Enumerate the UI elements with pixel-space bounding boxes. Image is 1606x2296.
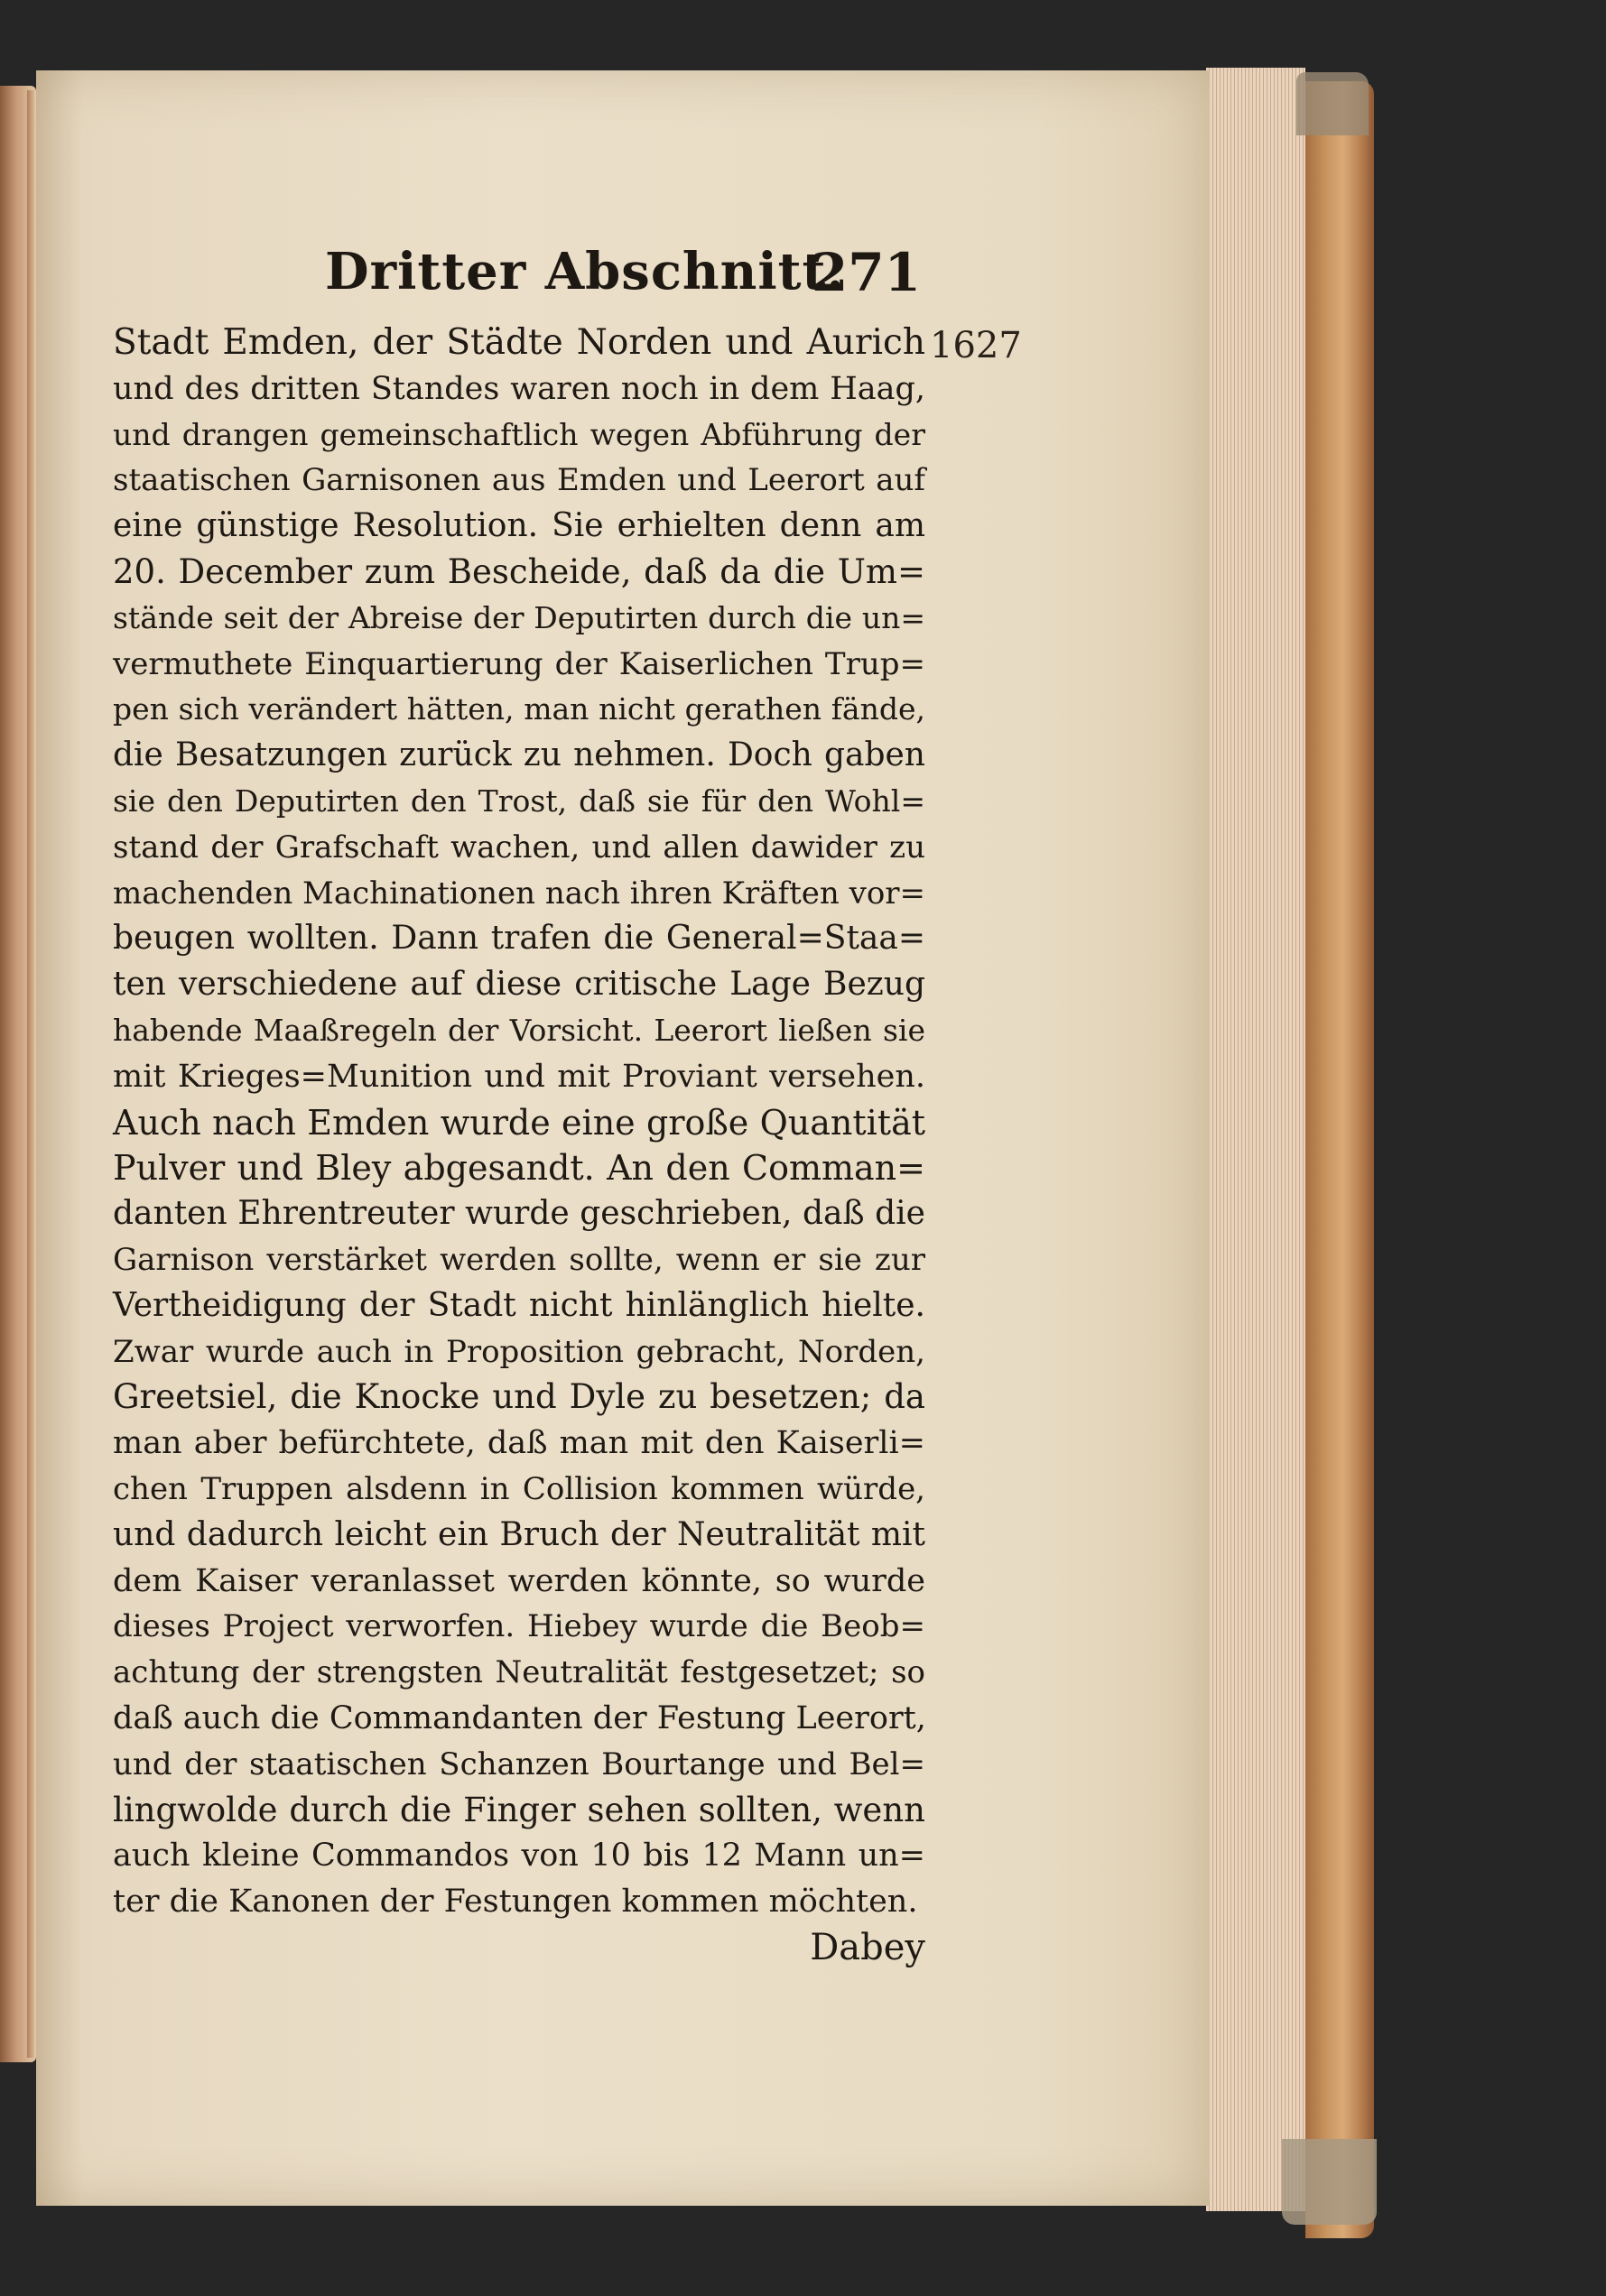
text-line: ten verschiedene auf diese critische Lage Bezug [113, 966, 925, 1004]
text-line: achtung der strengsten Neutralität festgesetzet; so [113, 1654, 925, 1691]
text-line: Vertheidigung der Stadt nicht hinlänglich hielte. [113, 1286, 925, 1324]
cover-corner-top [1296, 72, 1369, 135]
text-line: Pulver und Bley abgesandt. An den Comman= [113, 1148, 925, 1189]
text-line: vermuthete Einquartierung der Kaiserlichen Trup= [113, 645, 925, 682]
catchword: Dabey [810, 1926, 925, 1968]
text-line: eine günstige Resolution. Sie erhielten denn am [113, 507, 925, 545]
body-text [113, 320, 925, 1971]
text-line: lingwolde durch die Finger sehen sollten, wenn [113, 1790, 925, 1829]
margin-year: 1627 [930, 325, 1022, 366]
text-line: Garnison verstärket werden sollte, wenn er sie zur [113, 1241, 925, 1278]
text-line: auch kleine Commandos von 10 bis 12 Mann un= [113, 1838, 925, 1875]
previous-page-shadow [27, 90, 34, 2058]
page-number: 271 [811, 242, 921, 303]
running-title: Dritter Abschnitt. [325, 242, 845, 301]
text-line: sie den Deputirten den Trost, daß sie für den Wohl= [113, 782, 925, 819]
text-line: danten Ehrentreuter wurde geschrieben, daß die [113, 1195, 925, 1233]
text-line: chen Truppen alsdenn in Collision kommen würde, [113, 1470, 925, 1507]
book-cover-board [1305, 81, 1374, 2238]
text-line: stände seit der Abreise der Deputirten durch die un= [113, 599, 925, 635]
text-line: daß auch die Commandanten der Festung Leerort, [113, 1699, 926, 1736]
text-line: pen sich verändert hätten, man nicht gerathen fände, [113, 691, 925, 727]
text-line: dieses Project verworfen. Hiebey wurde die Beob= [113, 1608, 925, 1645]
text-line: 20. December zum Bescheide, daß da die Um= [113, 551, 925, 591]
text-line: mit Krieges=Munition und mit Proviant versehen. [113, 1058, 925, 1095]
text-line: Stadt Emden, der Städte Norden und Aurich [113, 322, 925, 363]
text-line: die Besatzungen zurück zu nehmen. Doch gaben [113, 736, 925, 774]
page-header [325, 235, 921, 307]
text-line: Greetsiel, die Knocke und Dyle zu besetzen; da [113, 1377, 925, 1417]
text-line: beugen wollten. Dann trafen die General=Staa= [113, 920, 925, 958]
text-line: machenden Machinationen nach ihren Kräften vor= [113, 875, 926, 912]
text-line: staatischen Garnisonen aus Emden und Leerort auf [113, 462, 925, 499]
text-line: und der staatischen Schanzen Bourtange und Bel= [113, 1745, 925, 1782]
text-line: dem Kaiser veranlasset werden könnte, so wurde [113, 1562, 925, 1599]
text-line: und drangen gemeinschaftlich wegen Abführung der [113, 416, 925, 452]
page-edges [1206, 68, 1305, 2211]
text-line: ter die Kanonen der Festungen kommen möchten. [113, 1884, 918, 1921]
text-line: und dadurch leicht ein Bruch der Neutralität mit [113, 1515, 925, 1553]
text-line: habende Maaßregeln der Vorsicht. Leerort ließen sie [113, 1012, 925, 1048]
text-line: Auch nach Emden wurde eine große Quantität [113, 1102, 925, 1143]
text-line: man aber befürchtete, daß man mit den Kaiserli= [113, 1425, 925, 1462]
text-line: und des dritten Standes waren noch in dem Haag, [113, 370, 925, 407]
text-line: stand der Grafschaft wachen, und allen dawider zu [113, 829, 925, 866]
text-line: Zwar wurde auch in Proposition gebracht, Norden, [113, 1333, 925, 1370]
cover-corner-bottom [1282, 2139, 1377, 2225]
